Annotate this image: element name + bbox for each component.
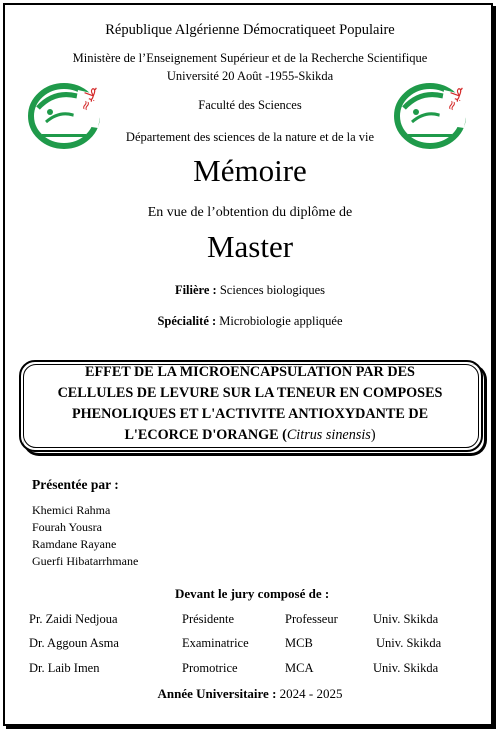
jury-member-role: Présidente (182, 612, 235, 626)
jury-member-grade: MCB (285, 636, 313, 650)
diploma-subtitle: En vue de l’obtention du diplôme de (147, 205, 353, 220)
jury-member-role: Promotrice (182, 661, 238, 675)
presented-by-label: Présentée par : (32, 477, 119, 492)
jury-member-grade: Professeur (285, 612, 338, 626)
author-name: Ramdane Rayane (32, 537, 117, 551)
specialite-label: Spécialité : (157, 314, 217, 328)
author-name: Khemici Rahma (32, 503, 111, 517)
jury-member-institution: Univ. Skikda (373, 661, 439, 675)
thesis-title-line-1: EFFET DE LA MICROENCAPSULATION PAR DES (85, 364, 415, 380)
svg-text:≈ﻄﺒ: ≈ﻄﺒ (443, 84, 467, 114)
academic-year-value: 2024 - 2025 (276, 686, 343, 701)
svg-text:≈ﻄﺒ: ≈ﻄﺒ (77, 84, 101, 114)
jury-member-institution: Univ. Skikda (376, 636, 442, 650)
university-logo-left (28, 78, 106, 150)
thesis-title-line-4-prefix: L'ECORCE D'ORANGE ( (124, 427, 287, 443)
author-name: Fourah Yousra (32, 520, 103, 534)
jury-member-role: Examinatrice (182, 636, 249, 650)
thesis-title-line-3: PHENOLIQUES ET L'ACTIVITE ANTIOXYDANTE DE (71, 406, 429, 422)
jury-label: Devant le jury composé de : (175, 586, 330, 601)
jury-member-name: Dr. Laib Imen (29, 661, 100, 675)
memoire-title: Mémoire (193, 153, 307, 188)
republic-heading: République Algérienne Démocratiqueet Populaire (105, 22, 395, 38)
thesis-title-species: Citrus sinensis (286, 427, 371, 443)
faculty-heading: Faculté des Sciences (198, 98, 302, 112)
author-name: Guerfi Hibatarrhmane (32, 554, 139, 568)
filiere-label: Filière : (174, 283, 217, 297)
department-heading: Département des sciences de la nature et de la vie (125, 130, 375, 144)
thesis-title-line-4-suffix: ) (370, 427, 376, 443)
academic-year-label: Année Universitaire : (157, 686, 277, 701)
university-logo-right (394, 78, 472, 150)
specialite-line (0, 314, 500, 329)
thesis-title (30, 362, 470, 446)
thesis-title-line-2: CELLULES DE LEVURE SUR LA TENEUR EN COMPOSES (57, 385, 443, 401)
specialite-value: Microbiologie appliquée (219, 314, 343, 328)
academic-year-line (0, 686, 500, 702)
jury-member-grade: MCA (285, 661, 314, 675)
jury-member-name: Pr. Zaidi Nedjoua (29, 612, 118, 626)
thesis-title-line-4 (30, 425, 470, 446)
filiere-line (0, 283, 500, 298)
jury-member-name: Dr. Aggoun Asma (29, 636, 119, 650)
filiere-value: Sciences biologiques (219, 283, 326, 297)
ministry-heading: Ministère de l’Enseignement Supérieur et de la Recherche Scientifique (72, 51, 428, 65)
jury-member-institution: Univ. Skikda (373, 612, 439, 626)
degree-title: Master (206, 229, 294, 264)
university-heading: Université 20 Août -1955-Skikda (166, 69, 334, 83)
